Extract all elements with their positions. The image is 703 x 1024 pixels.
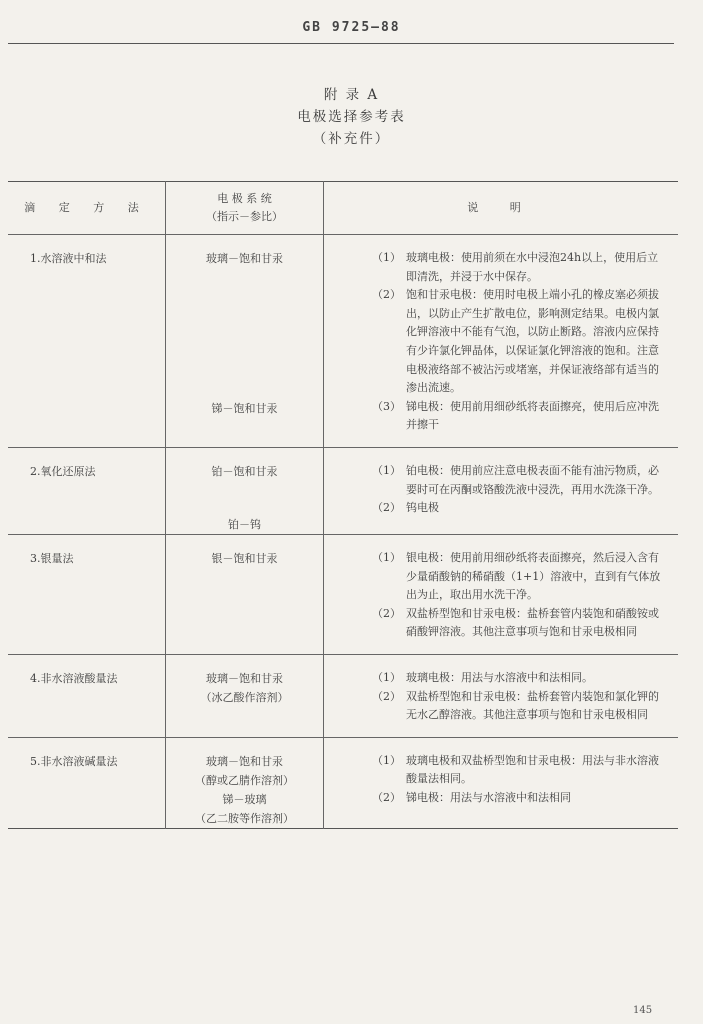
notes-cell [324, 655, 678, 737]
note-item: （2） 双盐桥型饱和甘汞电极：盐桥套管内装饱和氯化钾的无水乙醇溶液。其他注意事项与饱和甘汞电极相同 [372, 689, 659, 722]
header-method: 滴 定 方 法 [24, 201, 149, 214]
table-row [8, 447, 678, 534]
electrode-cell [166, 535, 323, 568]
method-cell: 3.银量法 [30, 551, 74, 565]
note-item: （1） 玻璃电极：用法与水溶液中和法相同。 [372, 670, 593, 684]
electrode-reference-table [8, 181, 678, 829]
electrode-entry: 玻璃－饱和甘汞 [206, 252, 283, 265]
electrode-entry: 锑－饱和甘汞 [211, 402, 278, 415]
table-row [8, 235, 678, 448]
header-electrode-line1: 电 极 系 统 [217, 192, 272, 205]
method-cell: 5.非水溶液碱量法 [30, 754, 118, 768]
notes-cell [324, 235, 678, 447]
note-item: （1） 玻璃电极和双盐桥型饱和甘汞电极：用法与非水溶液酸量法相同。 [372, 753, 659, 786]
method-cell: 4.非水溶液酸量法 [30, 671, 118, 685]
note-item: （1） 银电极：使用前用细砂纸将表面擦亮，然后浸入含有少量硝酸钠的稀硝酸（1+1）溶液中，直到有气体放出为止，取出用水洗干净。 [372, 550, 661, 602]
electrode-entry: （醇或乙腈作溶剂） [195, 773, 294, 787]
table-row [8, 654, 678, 737]
notes-cell [324, 738, 678, 820]
standard-code-header: GB 9725—88 [302, 20, 401, 35]
appendix-title-block [0, 84, 703, 150]
electrode-cell [166, 448, 323, 534]
note-item: （2） 锑电极：用法与水溶液中和法相同 [372, 790, 571, 804]
electrode-entry: 铂－饱和甘汞 [211, 464, 278, 478]
header-electrode-line2: （指示－参比） [206, 210, 283, 223]
header-electrode-system [166, 182, 324, 235]
electrode-entry: （乙二胺等作溶剂） [195, 811, 294, 825]
electrode-cell [166, 235, 323, 418]
appendix-label: 附 录 A [323, 87, 380, 103]
electrode-entry: 锑－玻璃 [222, 792, 267, 806]
notes-cell [324, 535, 678, 654]
electrode-cell [166, 738, 323, 828]
note-item: （1） 铂电极：使用前应注意电极表面不能有油污物质，必要时可在丙酮或铬酸洗液中浸洗，再用水洗涤干净。 [372, 463, 659, 496]
method-cell: 2.氧化还原法 [30, 464, 96, 478]
header-rule [8, 43, 674, 44]
electrode-cell [166, 655, 323, 707]
header-notes: 说 明 [467, 201, 535, 214]
note-item: （2） 饱和甘汞电极：使用时电极上端小孔的橡皮塞必须拔出，以防止产生扩散电位，影响测定结果。电极内氯化钾溶液中不能有气泡，以防止断路。溶液内应保持有少许氯化钾晶体，以保证氯化钾溶液的饱和。注意电极液络部不被沾污或堵塞，并保证液络部有适当的渗出流速。 [372, 288, 659, 395]
note-item: （1） 玻璃电极：使用前须在水中浸泡24h以上，使用后立即清洗，并浸于水中保存。 [372, 251, 659, 283]
table-row [8, 737, 678, 828]
appendix-subtitle: （补充件） [312, 131, 391, 147]
electrode-entry: 银－饱和甘汞 [211, 551, 278, 565]
page-number: 145 [633, 1005, 653, 1016]
note-item: （3） 锑电极：使用前用细砂纸将表面擦亮，使用后应冲洗并擦干 [372, 399, 659, 432]
note-item: （2） 双盐桥型饱和甘汞电极：盐桥套管内装饱和硝酸铵或硝酸钾溶液。其他注意事项与饱和甘汞电极相同 [372, 606, 659, 639]
electrode-entry: 玻璃－饱和甘汞 [206, 754, 283, 768]
electrode-entry: 玻璃－饱和甘汞 [206, 671, 283, 685]
table-header-row [8, 182, 678, 235]
method-cell: 1.水溶液中和法 [30, 252, 107, 265]
note-item: （2） 钨电极 [372, 501, 439, 515]
electrode-entry: 铂－钨 [228, 517, 261, 531]
table-row [8, 534, 678, 654]
notes-cell [324, 448, 678, 530]
electrode-entry: （冰乙酸作溶剂） [200, 690, 289, 704]
appendix-title: 电极选择参考表 [297, 109, 406, 125]
